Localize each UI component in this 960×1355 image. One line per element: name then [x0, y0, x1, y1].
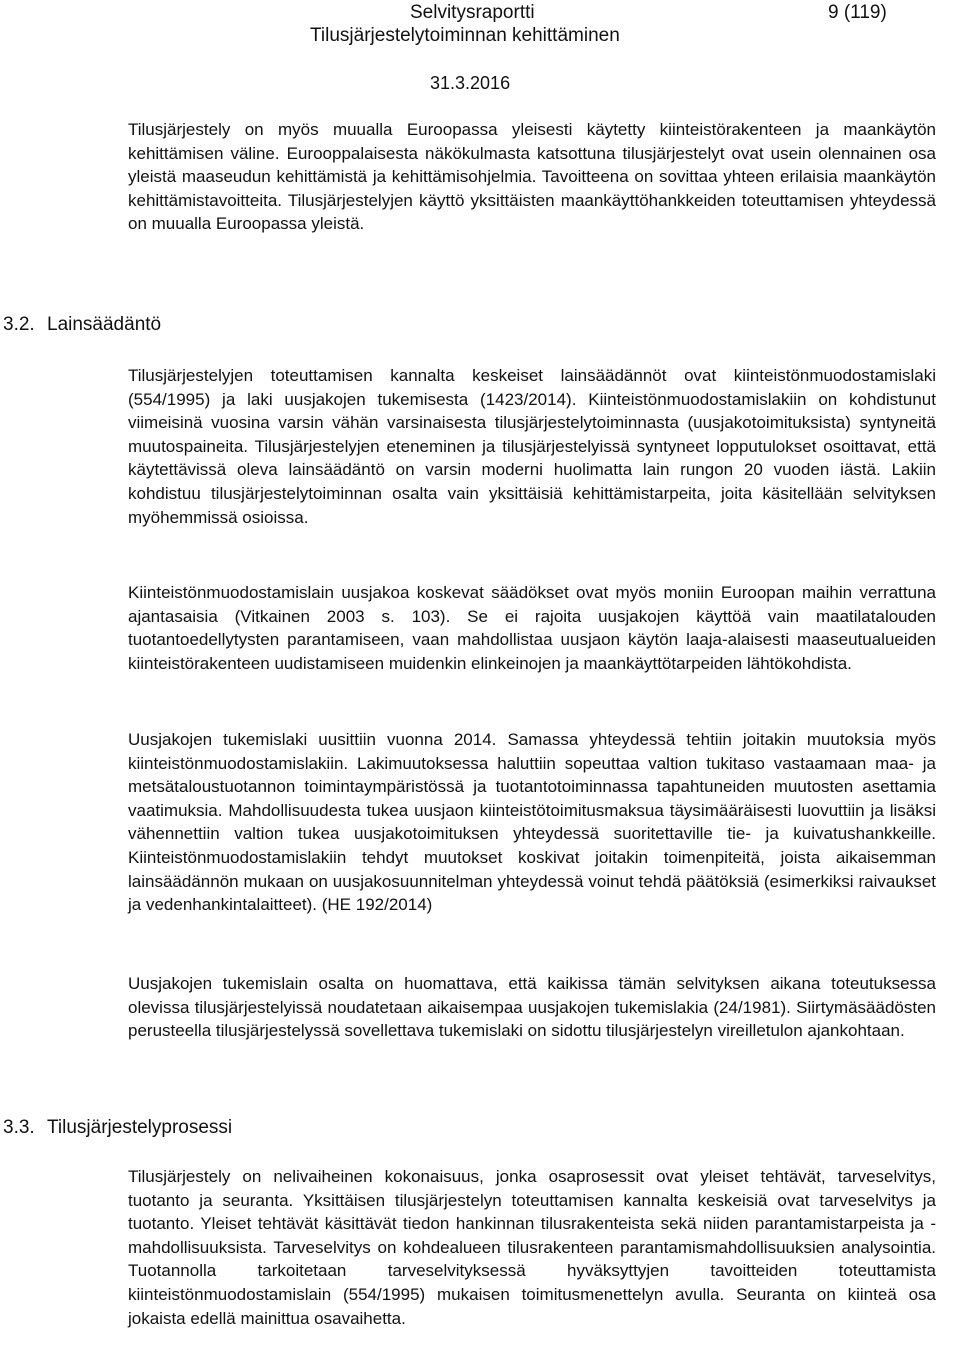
section-title: Lainsäädäntö [47, 314, 162, 335]
section-heading-legislation [3, 313, 161, 337]
section-number: 3.3. [3, 1117, 35, 1138]
paragraph: Uusjakojen tukemislaki uusittiin vuonna 2014. Samassa yhteydessä tehtiin joitakin muutoksia myös kiinteistönmuodostamislakiin. Lakimuutoksessa haluttiin sopeuttaa valtion tukitaso vastaamaan maa- ja metsätaloustuotannon toimintaympäristössä ja tuotantotoiminnassa tapahtuneiden muutosten asettamia vaatimuksia. Mahdollisuudesta tukea uusjaon kiinteistötoimitusmaksua täysimääräisesti luovuttiin ja lisäksi vähennettiin valtion tukea uusjakotoimituksen yhteydessä suoritettaville tie- ja kuivatushankkeille. Kiinteistönmuodostamislakiin tehdyt muutokset koskivat joitakin toimenpiteitä, joista aikaisemman lainsäädännön mukaan on uusjakosuunnitelman yhteydessä voinut tehdä päätöksiä (esimerkiksi raivaukset ja vedenhankintalaitteet). (HE 192/2014) [128, 730, 936, 915]
section-number: 3.2. [3, 314, 35, 335]
report-title: Tilusjärjestelytoiminnan kehittäminen [310, 25, 620, 46]
page-header [300, 0, 940, 100]
section-heading-process [3, 1116, 232, 1140]
page-number: 9 (119) [828, 2, 887, 23]
report-date: 31.3.2016 [430, 73, 511, 93]
section-title: Tilusjärjestelyprosessi [47, 1117, 233, 1138]
paragraph: Uusjakojen tukemislain osalta on huomattava, että kaikissa tämän selvityksen aikana toteutuksessa olevissa tilusjärjestelyissä noudatetaan aikaisempaa uusjakojen tukemislakia (24/1981). Siirtymäsäädösten perusteella tilusjärjestelyssä sovellettava tukemislaki on sidottu tilusjärjestelyn vireilletulon ajankohtaan. [128, 974, 936, 1041]
paragraph: Tilusjärjestely on nelivaiheinen kokonaisuus, jonka osaprosessit ovat yleiset tehtävät, tarveselvitys, tuotanto ja seuranta. Yksittäisen tilusjärjestelyn toteuttamisen kannalta keskeisiä ovat tarveselvitys ja tuotanto. Yleiset tehtävät käsittävät tiedon hankinnan tilusrakenteista sekä niiden parantamistarpeista ja -mahdollisuuksista. Tarveselvitys on kohdealueen tilusrakenteen parantamismahdollisuuksien analysointia. Tuotannolla tarkoitetaan tarveselvityksessä hyväksyttyjen tavoitteiden toteuttamista kiinteistönmuodostamislain (554/1995) mukaisen toimitusmenettelyn avulla. Seuranta on kiinteä osa jokaista edellä mainittua osavaihetta. [128, 1167, 936, 1328]
intro-paragraph: Tilusjärjestely on myös muualla Euroopassa yleisesti käytetty kiinteistörakenteen ja maankäytön kehittämisen väline. Eurooppalaisesta näkökulmasta katsottuna tilusjärjestelyt ovat usein olennainen osa yleistä maaseudun kehittämistä ja kehittämisohjelmia. Tavoitteena on sovittaa yhteen erilaisia maankäytön kehittämistavoitteita. Tilusjärjestelyjen käyttö yksittäisten maankäyttöhankkeiden toteuttamisen yhteydessä on muualla Euroopassa yleistä. [128, 120, 936, 234]
report-type: Selvitysraportti [410, 2, 535, 23]
paragraph: Tilusjärjestelyjen toteuttamisen kannalta keskeiset lainsäädännöt ovat kiinteistönmuodostamislaki (554/1995) ja laki uusjakojen tukemisesta (1423/2014). Kiinteistönmuodostamislakiin on kohdistunut viimeisinä vuosina varsin vähän varsinaisesta tilusjärjestelytoiminnasta (uusjakotoimituksista) syntyneitä muutospaineita. Tilusjärjestelyjen eteneminen ja tilusjärjestelyissä syntyneet lopputulokset osoittavat, että käytettävissä oleva lainsäädäntö on varsin moderni huolimatta lain rungon 20 vuoden iästä. Lakiin kohdistuu tilusjärjestelytoiminnan osalta vain yksittäisiä kehittämistarpeita, joita käsitellään selvityksen myöhemmissä osioissa. [128, 366, 936, 527]
paragraph: Kiinteistönmuodostamislain uusjakoa koskevat säädökset ovat myös moniin Euroopan maihin verrattuna ajantasaisia (Vitkainen 2003 s. 103). Se ei rajoita uusjakojen käyttöä vain maatilatalouden tuotantoedellytysten parantamiseen, vaan mahdollistaa uusjaon käytön laaja-alaisesti maaseutualueiden kiinteistörakenteen uudistamiseen muidenkin elinkeinojen ja maankäyttötarpeiden lähtökohdista. [128, 583, 936, 673]
